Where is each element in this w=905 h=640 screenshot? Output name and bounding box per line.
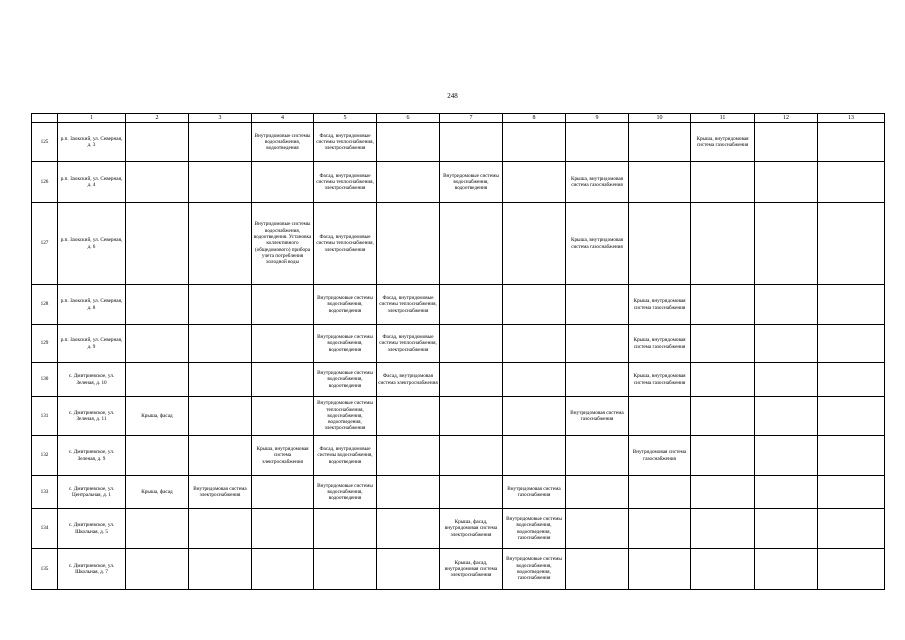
address-cell: с. Дмитриевское, ул. Школьная, д. 7 bbox=[58, 549, 126, 590]
work-cell bbox=[440, 363, 503, 397]
row-number-cell: 135 bbox=[32, 549, 58, 590]
work-cell bbox=[629, 162, 691, 203]
work-cell: Внутридомовые системы водоснабжения, водоотведения. Установка коллективного (общедомового) прибора учета потребления холодной воды bbox=[252, 203, 314, 285]
work-cell: Фасад, внутридомовые системы водоснабжения, водоотведения bbox=[314, 436, 377, 476]
work-cell bbox=[503, 325, 566, 363]
header-cell-blank bbox=[32, 114, 58, 123]
work-cell bbox=[503, 397, 566, 436]
work-cell bbox=[629, 509, 691, 549]
table-row bbox=[32, 325, 885, 363]
work-cell bbox=[189, 397, 252, 436]
work-cell bbox=[818, 285, 885, 325]
header-row bbox=[32, 114, 885, 123]
work-cell bbox=[691, 363, 755, 397]
work-cell bbox=[629, 549, 691, 590]
work-cell bbox=[377, 397, 440, 436]
work-cell bbox=[126, 325, 189, 363]
address-cell: с. Дмитриевское, ул. Зеленая, д. 11 bbox=[58, 397, 126, 436]
work-cell bbox=[818, 203, 885, 285]
table-row bbox=[32, 363, 885, 397]
work-cell bbox=[377, 549, 440, 590]
address-cell: с. Дмитриевское, ул. Зеленая, д. 9 bbox=[58, 436, 126, 476]
work-cell bbox=[440, 436, 503, 476]
work-cell bbox=[755, 436, 818, 476]
work-cell bbox=[566, 325, 629, 363]
work-cell bbox=[691, 325, 755, 363]
table-row bbox=[32, 509, 885, 549]
work-cell bbox=[755, 123, 818, 162]
work-cell bbox=[755, 325, 818, 363]
work-cell bbox=[818, 476, 885, 509]
work-cell bbox=[691, 549, 755, 590]
address-cell: р.п. Заокский, ул. Северная, д. 3 bbox=[58, 123, 126, 162]
work-cell: Фасад, внутридомовые системы теплоснабжения, электроснабжения bbox=[314, 162, 377, 203]
work-cell bbox=[755, 203, 818, 285]
header-cell-13: 13 bbox=[818, 114, 885, 123]
table-row bbox=[32, 203, 885, 285]
table-row bbox=[32, 285, 885, 325]
work-cell bbox=[818, 325, 885, 363]
row-number-cell: 130 bbox=[32, 363, 58, 397]
work-cell: Крыша, фасад, внутридомовая система электроснабжения bbox=[440, 509, 503, 549]
work-cell bbox=[252, 509, 314, 549]
work-cell bbox=[691, 436, 755, 476]
work-cell bbox=[818, 363, 885, 397]
work-cell bbox=[189, 203, 252, 285]
work-cell bbox=[691, 397, 755, 436]
work-cell: Крыша, внутридомовая система газоснабжения bbox=[566, 203, 629, 285]
row-number-cell: 128 bbox=[32, 285, 58, 325]
address-cell: р.п. Заокский, ул. Северная, д. 4 bbox=[58, 162, 126, 203]
work-cell bbox=[377, 203, 440, 285]
table-row bbox=[32, 123, 885, 162]
work-cell bbox=[126, 436, 189, 476]
work-cell bbox=[755, 397, 818, 436]
header-cell-4: 4 bbox=[252, 114, 314, 123]
address-cell: р.п. Заокский, ул. Северная, д. 9 bbox=[58, 325, 126, 363]
row-number-cell: 127 bbox=[32, 203, 58, 285]
work-cell bbox=[126, 162, 189, 203]
work-cell bbox=[252, 476, 314, 509]
work-cell bbox=[629, 203, 691, 285]
work-cell bbox=[566, 285, 629, 325]
header-cell-3: 3 bbox=[189, 114, 252, 123]
work-cell bbox=[566, 123, 629, 162]
header-cell-10: 10 bbox=[629, 114, 691, 123]
work-cell: Внутридомовые системы водоснабжения, водоотведения bbox=[252, 123, 314, 162]
work-cell bbox=[377, 436, 440, 476]
work-cell bbox=[629, 123, 691, 162]
work-cell: Внутридомовая система газоснабжения bbox=[566, 397, 629, 436]
work-cell bbox=[566, 549, 629, 590]
work-cell bbox=[755, 285, 818, 325]
work-cell bbox=[126, 363, 189, 397]
work-cell: Крыша, внутридомовая система газоснабжения bbox=[629, 363, 691, 397]
work-cell bbox=[440, 123, 503, 162]
header-cell-8: 8 bbox=[503, 114, 566, 123]
work-cell: Крыша, внутридомовая система газоснабжения bbox=[629, 285, 691, 325]
work-cell: Внутридомовые системы водоснабжения, водоотведения bbox=[440, 162, 503, 203]
work-cell bbox=[755, 549, 818, 590]
work-cell: Внутридомовые системы теплоснабжения, водоснабжения, водоотведения, электроснабжения bbox=[314, 397, 377, 436]
work-cell bbox=[818, 123, 885, 162]
work-cell bbox=[818, 549, 885, 590]
page-number: 248 bbox=[447, 92, 458, 100]
work-cell bbox=[440, 476, 503, 509]
work-cell bbox=[189, 325, 252, 363]
header-cell-12: 12 bbox=[755, 114, 818, 123]
work-cell bbox=[377, 476, 440, 509]
work-cell bbox=[755, 476, 818, 509]
work-cell bbox=[189, 549, 252, 590]
work-cell bbox=[126, 509, 189, 549]
work-cell bbox=[189, 285, 252, 325]
work-cell bbox=[691, 509, 755, 549]
work-cell bbox=[189, 162, 252, 203]
work-cell bbox=[440, 325, 503, 363]
work-cell: Внутридомовая система газоснабжения bbox=[503, 476, 566, 509]
row-number-cell: 133 bbox=[32, 476, 58, 509]
work-cell bbox=[503, 162, 566, 203]
row-number-cell: 131 bbox=[32, 397, 58, 436]
row-number-cell: 126 bbox=[32, 162, 58, 203]
work-cell bbox=[691, 203, 755, 285]
work-cell bbox=[252, 325, 314, 363]
address-cell: с. Дмитриевское, ул. Центральная, д. 1 bbox=[58, 476, 126, 509]
work-cell bbox=[189, 363, 252, 397]
work-cell: Крыша, фасад bbox=[126, 397, 189, 436]
work-cell bbox=[818, 509, 885, 549]
work-cell bbox=[691, 285, 755, 325]
work-cell bbox=[818, 397, 885, 436]
address-cell: с. Дмитриевское, ул. Зеленая, д. 10 bbox=[58, 363, 126, 397]
work-cell bbox=[126, 285, 189, 325]
work-cell bbox=[691, 476, 755, 509]
work-cell: Внутридомовая система газоснабжения bbox=[629, 436, 691, 476]
work-cell bbox=[503, 363, 566, 397]
work-cell: Фасад, внутридомовые системы теплоснабжения, электроснабжения bbox=[314, 203, 377, 285]
work-cell bbox=[126, 203, 189, 285]
work-cell bbox=[755, 509, 818, 549]
work-cell bbox=[503, 123, 566, 162]
header-cell-1: 1 bbox=[58, 114, 126, 123]
work-cell: Фасад, внутридомовая система электроснабжения bbox=[377, 363, 440, 397]
header-cell-11: 11 bbox=[691, 114, 755, 123]
work-cell bbox=[818, 436, 885, 476]
work-cell bbox=[440, 203, 503, 285]
work-cell bbox=[126, 549, 189, 590]
work-cell: Фасад, внутридомовые системы теплоснабжения, электроснабжения bbox=[314, 123, 377, 162]
table-row bbox=[32, 549, 885, 590]
work-cell bbox=[377, 162, 440, 203]
work-cell bbox=[566, 476, 629, 509]
header-cell-7: 7 bbox=[440, 114, 503, 123]
work-cell bbox=[503, 436, 566, 476]
work-cell bbox=[755, 162, 818, 203]
work-cell bbox=[314, 509, 377, 549]
table-row bbox=[32, 162, 885, 203]
work-cell bbox=[189, 509, 252, 549]
work-cell: Крыша, внутридомовая система электроснабжения bbox=[252, 436, 314, 476]
work-cell bbox=[252, 285, 314, 325]
row-number-cell: 125 bbox=[32, 123, 58, 162]
work-cell bbox=[252, 363, 314, 397]
work-cell bbox=[818, 162, 885, 203]
work-cell: Внутридомовые системы водоснабжения, водоотведения, газоснабжения bbox=[503, 509, 566, 549]
repair-schedule-table bbox=[31, 113, 885, 590]
address-cell: р.п. Заокский, ул. Северная, д. 6 bbox=[58, 203, 126, 285]
work-cell bbox=[314, 549, 377, 590]
work-cell: Внутридомовые системы водоснабжения, водоотведения, газоснабжения bbox=[503, 549, 566, 590]
work-cell bbox=[566, 509, 629, 549]
work-cell bbox=[629, 397, 691, 436]
work-cell: Внутридомовые системы водоснабжения, водоотведения bbox=[314, 363, 377, 397]
work-cell: Фасад, внутридомовые системы теплоснабжения, электроснабжения bbox=[377, 285, 440, 325]
work-cell bbox=[566, 436, 629, 476]
work-cell bbox=[189, 123, 252, 162]
work-cell bbox=[503, 285, 566, 325]
table-row bbox=[32, 436, 885, 476]
work-cell bbox=[377, 509, 440, 549]
row-number-cell: 132 bbox=[32, 436, 58, 476]
work-cell: Внутридомовая система электроснабжения bbox=[189, 476, 252, 509]
work-cell: Крыша, внутридомовая система газоснабжения bbox=[691, 123, 755, 162]
header-cell-9: 9 bbox=[566, 114, 629, 123]
work-cell bbox=[755, 363, 818, 397]
work-cell bbox=[566, 363, 629, 397]
work-cell: Крыша, внутридомовая система газоснабжения bbox=[629, 325, 691, 363]
address-cell: с. Дмитриевское, ул. Школьная, д. 5 bbox=[58, 509, 126, 549]
work-cell bbox=[440, 397, 503, 436]
header-cell-6: 6 bbox=[377, 114, 440, 123]
work-cell bbox=[189, 436, 252, 476]
work-cell: Внутридомовые системы водоснабжения, водоотведения bbox=[314, 476, 377, 509]
work-cell bbox=[503, 203, 566, 285]
table-row bbox=[32, 476, 885, 509]
row-number-cell: 129 bbox=[32, 325, 58, 363]
work-cell: Фасад, внутридомовые системы теплоснабжения, электроснабжения bbox=[377, 325, 440, 363]
work-cell: Крыша, внутридомовая система газоснабжения bbox=[566, 162, 629, 203]
work-cell bbox=[629, 476, 691, 509]
work-cell: Крыша, фасад bbox=[126, 476, 189, 509]
table-row bbox=[32, 397, 885, 436]
address-cell: р.п. Заокский, ул. Северная, д. 8 bbox=[58, 285, 126, 325]
work-cell bbox=[252, 549, 314, 590]
work-cell bbox=[691, 162, 755, 203]
header-cell-2: 2 bbox=[126, 114, 189, 123]
work-cell: Внутридомовые системы водоснабжения, водоотведения bbox=[314, 285, 377, 325]
row-number-cell: 134 bbox=[32, 509, 58, 549]
work-cell bbox=[252, 397, 314, 436]
work-cell bbox=[252, 162, 314, 203]
work-cell: Крыша, фасад, внутридомовая система электроснабжения bbox=[440, 549, 503, 590]
work-cell bbox=[126, 123, 189, 162]
work-cell bbox=[377, 123, 440, 162]
header-cell-5: 5 bbox=[314, 114, 377, 123]
work-cell bbox=[440, 285, 503, 325]
work-cell: Внутридомовые системы водоснабжения, водоотведения bbox=[314, 325, 377, 363]
